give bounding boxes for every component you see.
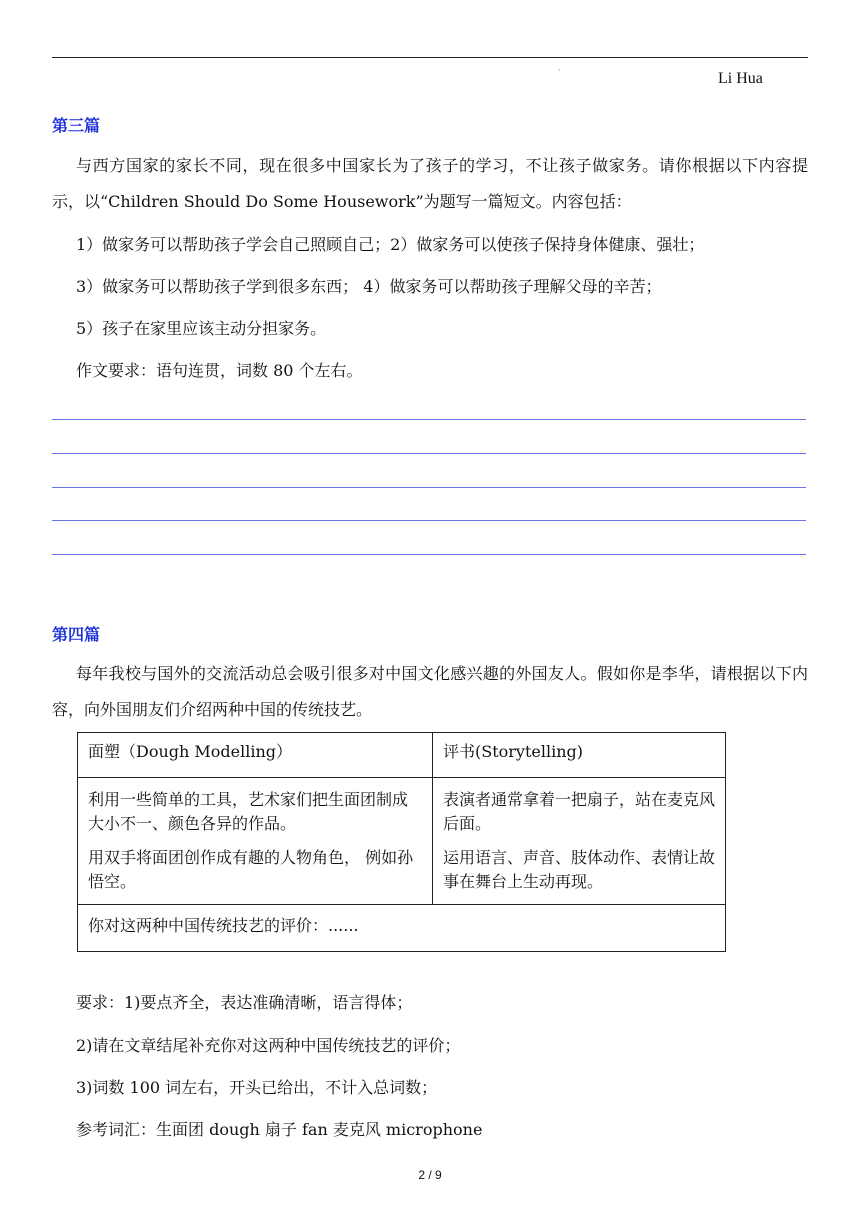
header-rule [52,57,808,58]
crafts-table [77,732,726,952]
section3-point-3: 5）孩子在家里应该主动分担家务。 [76,319,327,338]
requirement-3: 3)词数 100 词左右，开头已给出，不计入总词数； [76,1078,438,1097]
section3-point-2: 3）做家务可以帮助孩子学到很多东西； 4）做家务可以帮助孩子理解父母的辛苦； [76,277,662,296]
dough-desc-1: 利用一些简单的工具，艺术家们把生面团制成大小不一、颜色各异的作品。 [88,790,409,833]
answer-line [52,554,806,555]
table-header-dough: 面塑（Dough Modelling） [78,733,433,778]
answer-line [52,453,806,454]
dough-description [78,778,433,905]
section4-intro: 每年我校与国外的交流活动总会吸引很多对中国文化感兴趣的外国友人。假如你是李华，请根据以下内容，向外国朋友们介绍两种中国的传统技艺。 [52,664,808,719]
storytelling-desc-1: 表演者通常拿着一把扇子，站在麦克风后面。 [443,790,716,833]
table-header-row [78,733,726,778]
table-row [78,778,726,905]
dough-desc-2: 用双手将面团创作成有趣的人物角色， 例如孙悟空。 [88,848,414,891]
section3-heading: 第三篇 [52,116,101,135]
signature: Li Hua [718,70,763,87]
requirement-1: 要求：1)要点齐全，表达准确清晰，语言得体； [76,993,413,1012]
table-footer-row [78,905,726,952]
requirement-2: 2)请在文章结尾补充你对这两种中国传统技艺的评价； [76,1036,461,1055]
section3-point-1: 1）做家务可以帮助孩子学会自己照顾自己；2）做家务可以使孩子保持身体健康、强壮； [76,235,705,254]
answer-line [52,487,806,488]
answer-line [52,520,806,521]
vocabulary: 参考词汇：生面团 dough 扇子 fan 麦克风 microphone [76,1120,483,1139]
section3-intro: 与西方国家的家长不同，现在很多中国家长为了孩子的学习，不让孩子做家务。请你根据以下内容提示，以“Children Should Do Some Housework”为题写一篇短文。内容包括： [52,156,808,211]
storytelling-desc-2: 运用语言、声音、肢体动作、表情让故事在舞台上生动再现。 [443,848,716,891]
page-number: 2 / 9 [418,1168,442,1182]
section4-heading: 第四篇 [52,625,101,644]
header-dot: · [558,66,561,75]
table-evaluation-prompt: 你对这两种中国传统技艺的评价：...... [78,905,726,952]
section3-requirement: 作文要求：语句连贯，词数 80 个左右。 [76,361,363,380]
storytelling-description [433,778,726,905]
table-header-storytelling: 评书(Storytelling) [433,733,726,778]
answer-line [52,419,806,420]
